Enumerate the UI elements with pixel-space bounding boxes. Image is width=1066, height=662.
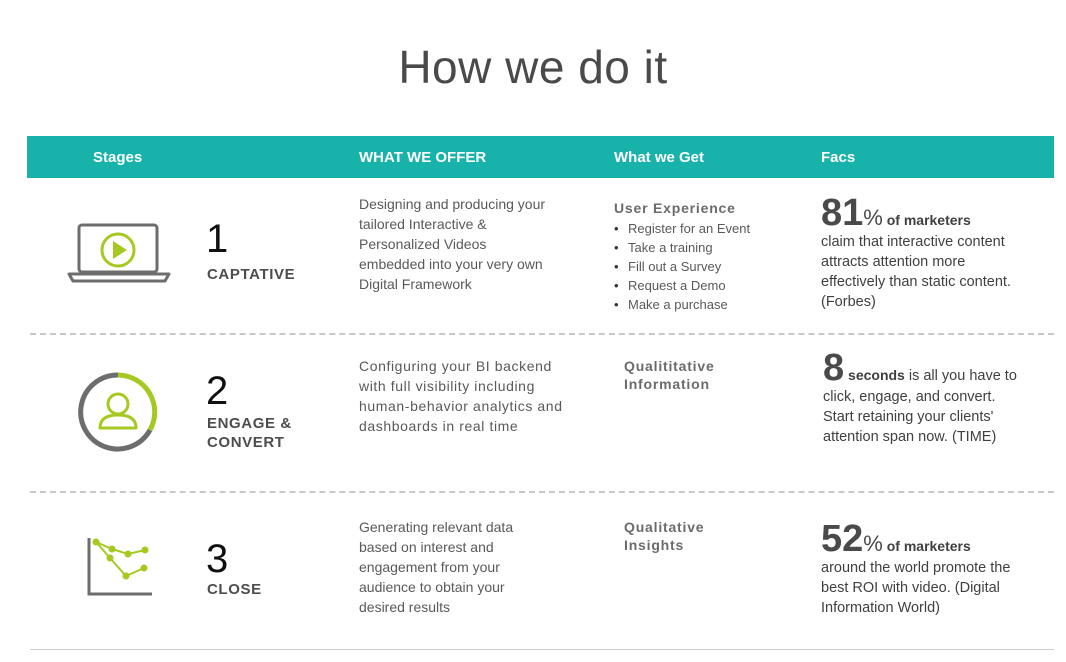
- fact-block: [821, 194, 1021, 312]
- stage-name: CAPTATIVE: [207, 266, 296, 283]
- fact-value: 52: [821, 518, 864, 560]
- fact-value: 8: [823, 347, 845, 389]
- fact-text: around the world promote the best ROI with video. (Digital Information World): [821, 560, 1011, 616]
- fact-lead: of marketers: [882, 538, 971, 554]
- fact-value: 81: [821, 192, 864, 234]
- list-item: • Fill out a Survey: [614, 257, 750, 276]
- row-divider: [30, 649, 1054, 650]
- get-title: Qualititative Information: [624, 358, 715, 392]
- stage-number: 1: [206, 217, 229, 261]
- get-list: [614, 219, 750, 314]
- list-item: • Register for an Event: [614, 219, 750, 238]
- stage-number: 2: [206, 369, 229, 413]
- offer-text: Generating relevant data based on interest and engagement from your audience to obtain your desired results: [359, 519, 514, 615]
- header-get: What we Get: [614, 149, 705, 166]
- fact-lead: of marketers: [882, 212, 971, 228]
- user-progress-icon: [78, 372, 160, 452]
- list-item: • Take a training: [614, 238, 750, 257]
- fact-text: claim that interactive content attracts attention more effectively than static content. (Forbes): [821, 234, 1011, 310]
- header-stages: Stages: [93, 149, 143, 166]
- offer-text: Designing and producing your tailored Interactive & Personalized Videos embedded into your very own Digital Framework: [359, 196, 546, 292]
- offer-text: Configuring your BI backend with full visibility including human-behavior analytics and dashboards in real time: [359, 358, 563, 434]
- list-item: • Request a Demo: [614, 276, 750, 295]
- table-header: [27, 136, 1054, 178]
- header-offer: WHAT WE OFFER: [359, 149, 487, 166]
- fact-text: is all you have to click, engage, and convert. Start retaining your clients' attention span now. (TIME): [823, 368, 1017, 445]
- row-divider: [30, 491, 1054, 493]
- get-title: User Experience: [614, 200, 736, 216]
- row-divider: [30, 333, 1054, 335]
- list-item: • Make a purchase: [614, 295, 750, 314]
- get-title: Qualitative Insights: [624, 519, 705, 553]
- fact-block: [823, 349, 1023, 447]
- header-facts: Facs: [821, 149, 856, 166]
- page-title: How we do it: [398, 41, 668, 93]
- fact-unit: %: [863, 205, 883, 230]
- laptop-play-icon: [66, 222, 172, 284]
- stage-name: ENGAGE & CONVERT: [207, 415, 292, 451]
- stage-number: 3: [206, 537, 229, 581]
- fact-lead: seconds: [844, 367, 905, 383]
- fact-block: [821, 520, 1021, 618]
- fact-unit: %: [863, 531, 883, 556]
- line-chart-icon: [84, 536, 156, 598]
- stage-name: CLOSE: [207, 581, 262, 598]
